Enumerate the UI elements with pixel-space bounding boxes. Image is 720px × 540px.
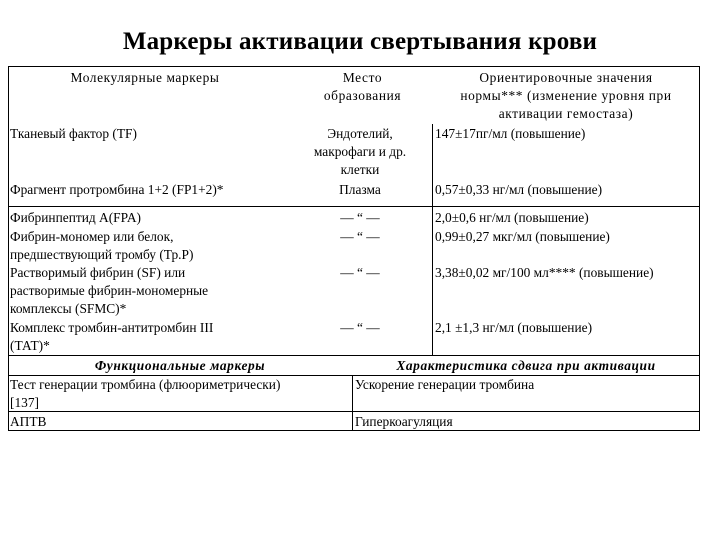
functional-marker: Тест генерации тромбина (флюориметрически) <box>10 377 281 392</box>
marker-name: Фибрин-мономер или белок, <box>10 229 174 244</box>
functional-marker: [137] <box>10 395 40 410</box>
marker-name: Фибринпептид А(FPA) <box>10 210 141 225</box>
header-values-line: активации гемостаза) <box>498 106 634 121</box>
row-divider <box>8 355 700 356</box>
header-values-line: нормы*** (изменение уровня при <box>460 88 672 103</box>
marker-place: клетки <box>340 162 380 177</box>
marker-value: 0,99±0,27 мкг/мл (повышение) <box>435 229 610 244</box>
marker-name: комплексы (SFMC)* <box>10 301 127 316</box>
marker-value: 3,38±0,02 мг/100 мл**** (повышение) <box>435 265 654 280</box>
functional-marker: АПТВ <box>10 414 47 429</box>
functional-shift: Гиперкоагуляция <box>355 414 453 429</box>
marker-name: Растворимый фибрин (SF) или <box>10 265 186 280</box>
col-divider-functional <box>352 375 353 431</box>
marker-name: Фрагмент протромбина 1+2 (FP1+2)* <box>10 182 224 197</box>
marker-place: — “ — <box>340 210 380 225</box>
marker-name: растворимые фибрин-мономерные <box>10 283 209 298</box>
marker-name: предшествующий тромбу (Тр.Р) <box>10 247 194 262</box>
marker-name: Комплекс тромбин-антитромбин III <box>10 320 214 335</box>
marker-place: — “ — <box>340 229 380 244</box>
row-divider <box>8 411 700 412</box>
marker-place: — “ — <box>340 265 380 280</box>
row-divider <box>8 375 700 376</box>
marker-value: 2,0±0,6 нг/мл (повышение) <box>435 210 589 225</box>
functional-shift: Ускорение генерации тромбина <box>355 377 535 392</box>
header-place-line: образования <box>323 88 402 103</box>
marker-name: (ТАТ)* <box>10 338 50 353</box>
row-divider <box>8 206 700 207</box>
col-divider-value <box>432 124 433 355</box>
header-place-line: Место <box>342 70 383 85</box>
marker-place: макрофаги и др. <box>313 144 407 159</box>
marker-value: 2,1 ±1,3 нг/мл (повышение) <box>435 320 593 335</box>
marker-place: Плазма <box>339 182 381 197</box>
header-values-line: Ориентировочные значения <box>479 70 653 85</box>
header-functional: Функциональные маркеры <box>94 358 266 373</box>
marker-value: 0,57±0,33 нг/мл (повышение) <box>435 182 603 197</box>
header-molecular: Молекулярные маркеры <box>70 70 220 85</box>
marker-name: Тканевый фактор (TF) <box>10 126 137 141</box>
header-shift: Характеристика сдвига при активации <box>396 358 656 373</box>
marker-value: 147±17пг/мл (повышение) <box>435 126 586 141</box>
marker-place: Эндотелий, <box>327 126 393 141</box>
marker-place: — “ — <box>340 320 380 335</box>
page-title: Маркеры активации свертывания крови <box>122 28 598 55</box>
